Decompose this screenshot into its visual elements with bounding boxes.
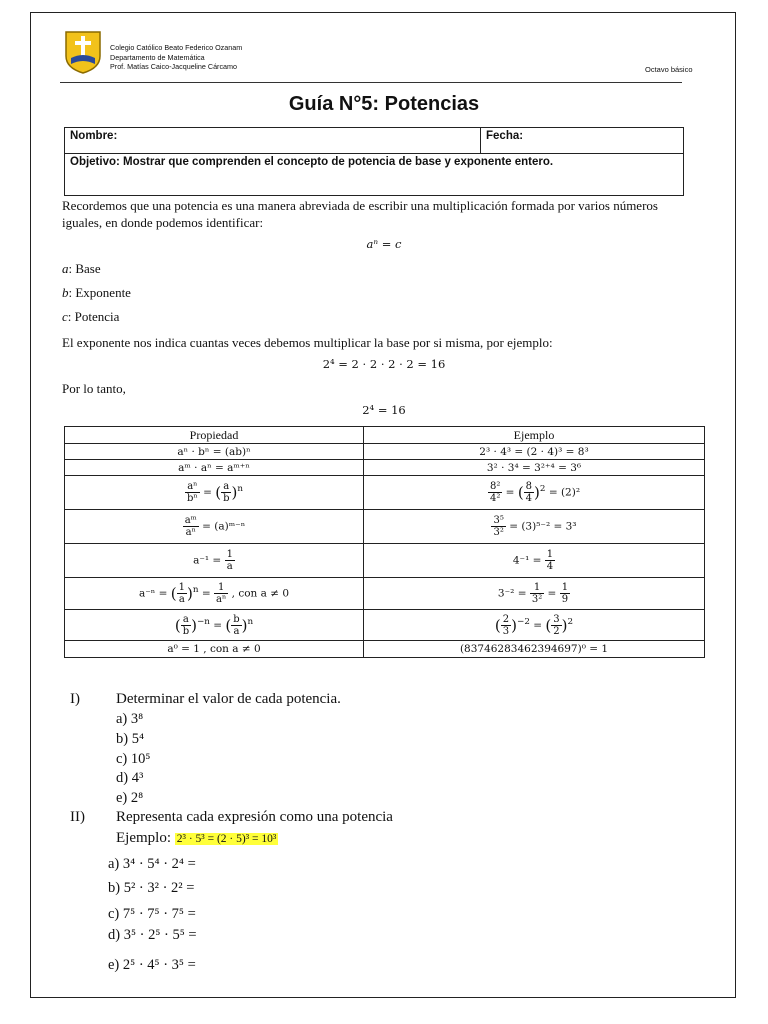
ex-product-same-exp: 2³ · 4³ = (2 · 4)³ = 8³ [364,444,705,460]
exercise-2e: e) 2⁵ · 4⁵ · 3⁵ = [108,957,196,973]
section-2-example [116,829,278,848]
ex-zero-exp: (83746283462394697)⁰ = 1 [364,641,705,658]
intro-paragraph: Recordemos que una potencia es una manera abreviada de escribir una multiplicación formada por varios números iguales, en donde podemos identificar: [62,198,658,230]
section-2-number: II) [70,809,85,825]
school-name: Colegio Católico Beato Federico Ozanam [110,43,243,52]
ex-quotient-same-base: $\frac{\text{3⁵}}{\text{3²}}$ = (3)⁵⁻² = 3³ [364,510,705,544]
page-title: Guía N°5: Potencias [288,93,480,115]
ex-negative-one: 4⁻¹ = $\frac{1}{4}$ [364,544,705,578]
example-expansion: 2⁴ = 2 · 2 · 2 · 2 = 16 [322,357,446,371]
exponent-definition: b: Exponente [62,285,131,300]
prop-quotient-same-base: $\frac{\text{aᵐ}}{\text{aⁿ}}$ = (a)ᵐ⁻ⁿ [65,510,364,544]
prop-negative-exp: a⁻ⁿ = ( $\frac{1}{a}$ )$^n$ = $\frac{1}{\text{aⁿ}}$ , con a ≠ 0 [65,578,364,610]
therefore-label: Por lo tanto, [62,381,126,396]
exercise-2d: d) 3⁵ · 2⁵ · 5⁵ = [108,927,197,943]
exercise-2c: c) 7⁵ · 7⁵ · 7⁵ = [108,906,196,922]
prop-product-same-base: aᵐ · aⁿ = aᵐ⁺ⁿ [65,460,364,476]
prop-zero-exp: a⁰ = 1 , con a ≠ 0 [65,641,364,658]
ex-negative-exp: 3⁻² = $\frac{1}{\text{3²}}$ = $\frac{1}{9}$ [364,578,705,610]
teacher-names: Prof. Matías Caico-Jacqueline Cárcamo [110,62,238,71]
ex-negative-fraction: ( $\frac{2}{3}$ )$^{-2}$ = ( $\frac{3}{2}$ )$^2$ [364,610,705,641]
exercise-2a: a) 3⁴ · 5⁴ · 2⁴ = [108,856,196,872]
ex-product-same-base: 3² · 3⁴ = 3²⁺⁴ = 3⁶ [364,460,705,476]
prop-negative-one: a⁻¹ = $\frac{1}{a}$ [65,544,364,578]
date-field[interactable] [481,128,684,154]
power-formula: aⁿ = c [366,237,402,251]
exercise-1a: a) 3⁸ [116,711,144,727]
date-label: Fecha: [486,130,524,142]
header-propiedad: Propiedad [65,427,364,444]
prop-product-same-exp: aⁿ · bⁿ = (ab)ⁿ [65,444,364,460]
example-result: 2⁴ = 16 [362,403,406,417]
exercise-1d: d) 4³ [116,770,144,786]
objective-cell: Objetivo: Mostrar que comprenden el concepto de potencia de base y exponente entero. [65,154,684,196]
ex-quotient-same-exp: $\frac{\text{8²}}{\text{4²}}$ = ( $\frac{8}{4}$ )$^2$ = (2)² [364,476,705,510]
name-label: Nombre: [70,130,118,142]
section-1-number: I) [70,691,80,707]
example-label: Ejemplo: [116,830,171,846]
prop-negative-fraction: ( $\frac{a}{b}$ )$^{-n}$ = ( $\frac{b}{a}$ )$^n$ [65,610,364,641]
properties-table [64,426,705,658]
exercise-1b: b) 5⁴ [116,731,145,747]
section-1-title: Determinar el valor de cada potencia. [116,691,341,707]
school-header [110,43,242,72]
header-ejemplo: Ejemplo [364,427,705,444]
name-field[interactable] [65,128,481,154]
school-crest-logo [63,28,103,74]
highlighted-example: 2³ · 5³ = (2 · 5)³ = 10³ [176,833,277,845]
exercise-1c: c) 10⁵ [116,751,151,767]
prop-quotient-same-exp: $\frac{\text{aⁿ}}{\text{bⁿ}}$ = ( $\frac{a}{b}$ )$^n$ [65,476,364,510]
exponent-explanation: El exponente nos indica cuantas veces debemos multiplicar la base por si misma, por ejemplo: [62,335,553,350]
grade-label: Octavo básico [645,65,693,74]
section-2-title: Representa cada expresión como una potencia [116,809,393,825]
base-definition: a: Base [62,261,101,276]
header-divider [60,82,682,83]
power-definition: c: Potencia [62,309,120,324]
department-name: Departamento de Matemática [110,52,205,62]
exercise-2b: b) 5² · 3² · 2² = [108,880,195,896]
exercise-1e: e) 2⁸ [116,790,144,806]
student-info-table [64,127,684,196]
